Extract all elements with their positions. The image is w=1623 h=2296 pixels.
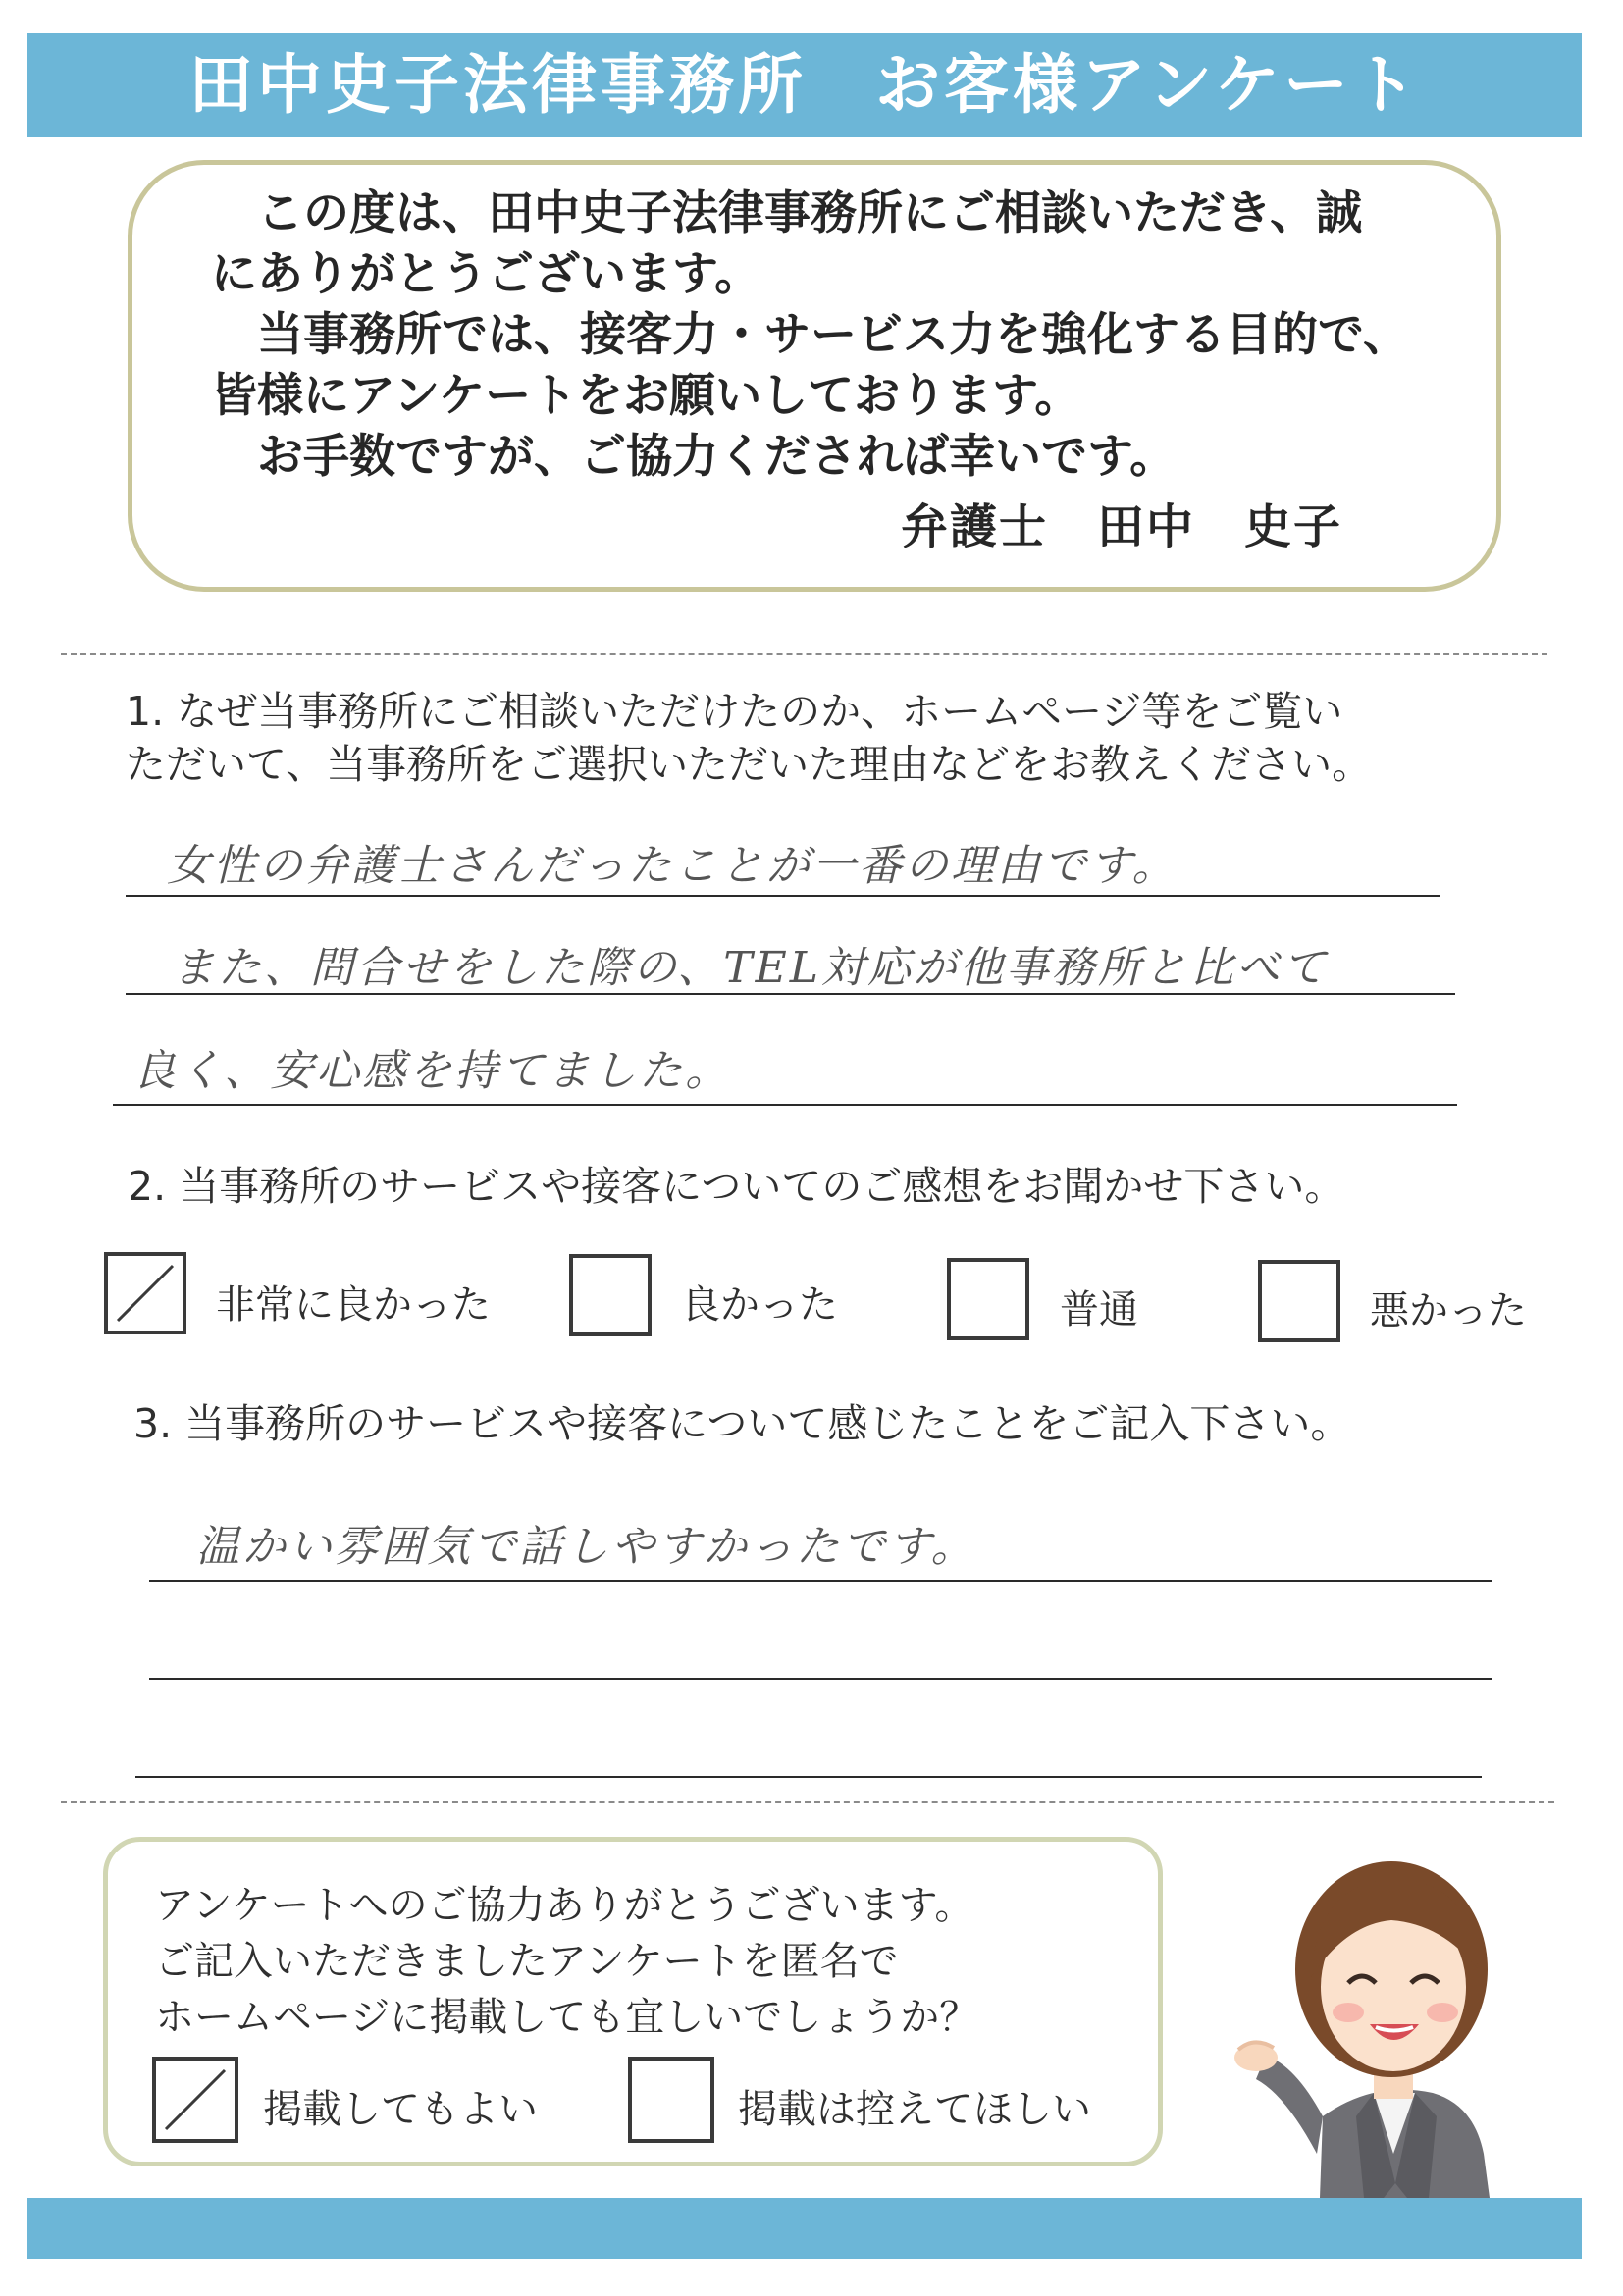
answer-rule <box>113 1104 1457 1106</box>
question-3-text: 3. 当事務所のサービスや接客について感じたことをご記入下さい。 <box>133 1400 1351 1447</box>
answer-1-line: 良く、安心感を持てました。 <box>132 1046 732 1096</box>
checkbox-bad[interactable] <box>1258 1260 1340 1342</box>
question-2-text: 2. 当事務所のサービスや接客についてのご感想をお聞かせ下さい。 <box>128 1163 1345 1210</box>
check-mark-icon <box>156 2061 235 2139</box>
page-title: 田中史子法律事務所 お客様アンケート <box>187 47 1422 123</box>
section-divider <box>61 1801 1554 1803</box>
question-1-text: 1. なぜ当事務所にご相談いただけたのか、ホームページ等をご覧い <box>126 688 1343 735</box>
option-label: 悪かった <box>1370 1288 1527 1333</box>
checkbox-publish-ok[interactable] <box>152 2057 238 2143</box>
outro-line: ホームページに掲載しても宜しいでしょうか？ <box>155 1995 979 2040</box>
checkbox-good[interactable] <box>569 1254 652 1336</box>
intro-line: この度は、田中史子法律事務所にご相談いただき、誠 <box>211 186 1363 240</box>
option-label: 非常に良かった <box>216 1282 491 1328</box>
outro-line: ご記入いただきましたアンケートを匿名で <box>155 1939 899 1984</box>
checkbox-normal[interactable] <box>947 1258 1029 1340</box>
intro-line: お手数ですが、ご協力くだされば幸いです。 <box>211 430 1177 484</box>
section-divider <box>61 653 1547 655</box>
answer-rule <box>126 993 1455 995</box>
answer-3-line: 温かい雰囲気で話しやすかったです。 <box>196 1522 977 1572</box>
check-mark-icon <box>108 1256 183 1331</box>
intro-line: 当事務所では、接客力・サービス力を強化する目的で、 <box>211 308 1410 362</box>
lawyer-woman-illustration <box>1227 1859 1531 2198</box>
signature: 弁護士 田中 史子 <box>901 499 1343 554</box>
option-label: 掲載は控えてほしい <box>738 2087 1091 2132</box>
footer-band <box>27 2198 1582 2259</box>
checkbox-publish-decline[interactable] <box>628 2057 714 2143</box>
answer-1-line: 女性の弁護士さんだったことが一番の理由です。 <box>167 841 1178 891</box>
checkbox-very-good[interactable] <box>104 1252 186 1334</box>
intro-line: にありがとうございます。 <box>211 247 761 301</box>
answer-1-line: また、問合せをした際の、TEL対応が他事務所と比べて <box>172 943 1329 993</box>
answer-rule <box>135 1776 1482 1778</box>
outro-line: アンケートへのご協力ありがとうございます。 <box>155 1883 974 1928</box>
question-1-text: ただいて、当事務所をご選択いただいた理由などをお教えください。 <box>126 741 1373 788</box>
option-label: 良かった <box>681 1282 838 1328</box>
option-label: 普通 <box>1060 1287 1138 1332</box>
answer-rule <box>126 895 1440 897</box>
intro-line: 皆様にアンケートをお願いしております。 <box>211 369 1081 423</box>
answer-rule <box>149 1580 1492 1582</box>
answer-rule <box>149 1678 1492 1680</box>
option-label: 掲載してもよい <box>263 2087 538 2132</box>
